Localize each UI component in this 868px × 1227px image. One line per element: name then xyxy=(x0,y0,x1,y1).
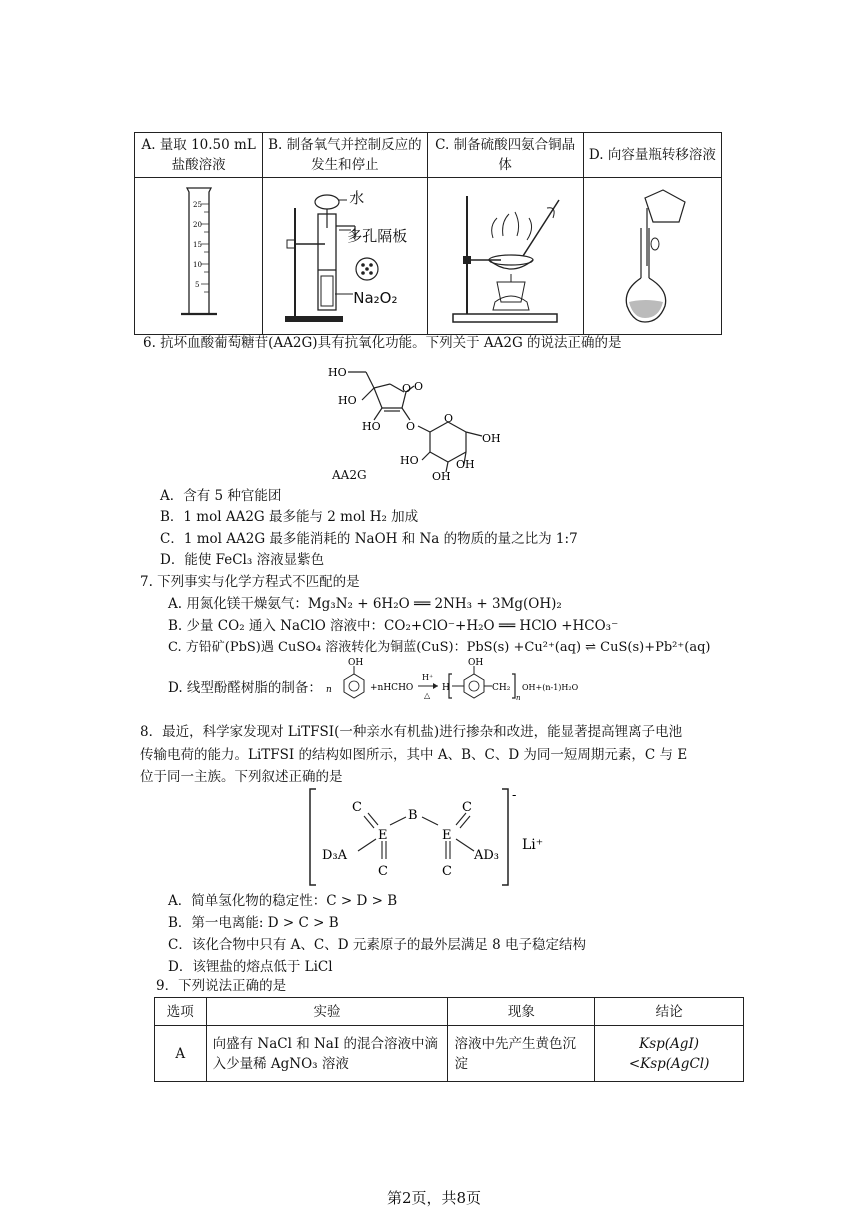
eq-n-sub: n xyxy=(516,694,521,702)
litfsi-e-2: E xyxy=(442,828,452,843)
q7-option-d: D. 线型酚醛树脂的制备： xyxy=(168,680,322,696)
label-na2o2: Na₂O₂ xyxy=(353,289,398,307)
litfsi-c-2: C xyxy=(462,800,472,815)
evaporation-setup-icon xyxy=(431,178,579,328)
q8-option-b: B．第一电离能: D > C > B xyxy=(168,915,339,931)
q9-header-conclusion: 结论 xyxy=(595,998,744,1026)
phenol-resin-equation xyxy=(326,656,616,706)
q6-option-c: C．1 mol AA2G 最多能消耗的 NaOH 和 Na 的物质的量之比为 1:7 xyxy=(160,531,578,547)
aa2g-ho-1: HO xyxy=(328,366,347,379)
graduated-cylinder-icon xyxy=(139,178,259,328)
eq-cond-bottom: △ xyxy=(424,691,431,700)
tick-label-15: 15 xyxy=(192,241,202,249)
q5-image-c xyxy=(427,178,583,335)
q9-header-phenomenon: 现象 xyxy=(448,998,595,1026)
litfsi-d3a: D₃A xyxy=(322,848,348,863)
litfsi-ad3: AD₃ xyxy=(474,848,500,863)
q6-option-d: D．能使 FeCl₃ 溶液显紫色 xyxy=(160,552,325,568)
tick-label-20: 20 xyxy=(192,221,202,229)
tick-label-10: 10 xyxy=(192,261,202,269)
aa2g-label: AA2G xyxy=(332,468,367,482)
aa2g-ho-4: HO xyxy=(400,454,419,467)
q5-image-d xyxy=(583,178,721,335)
page-footer: 第2页，共8页 xyxy=(386,1189,482,1207)
litfsi-b: B xyxy=(408,808,418,823)
q9-header-option: 选项 xyxy=(155,998,207,1026)
q9-row-conclusion: Ksp(AgI)<Ksp(AgCl) xyxy=(595,1026,744,1082)
q6-option-a: A．含有 5 种官能团 xyxy=(160,488,282,504)
eq-reagent: +nHCHO xyxy=(370,683,414,693)
litfsi-structure xyxy=(306,785,566,890)
aa2g-carbonyl-o: O xyxy=(414,380,424,393)
q6-option-b: B．1 mol AA2G 最多能与 2 mol H₂ 加成 xyxy=(160,509,419,525)
oxygen-generator-icon xyxy=(267,178,423,328)
q7-option-a: A. 用氮化镁干燥氨气：Mg₃N₂ + 6H₂O ══ 2NH₃ + 3Mg(OH)₂ xyxy=(168,596,562,612)
q9-stem: 9．下列说法正确的是 xyxy=(156,978,287,994)
litfsi-c-4: C xyxy=(442,864,452,879)
eq-oh-left: OH xyxy=(348,658,364,668)
q5-header-c: C. 制备硫酸四氨合铜晶体 xyxy=(427,133,583,178)
q8-stem-line-2: 传输电荷的能力。LiTFSI 的结构如图所示，其中 A、B、C、D 为同一短周期元素，C 与 E xyxy=(140,747,688,763)
eq-h-prefix: H xyxy=(442,683,450,693)
aa2g-oh-1: OH xyxy=(482,432,501,445)
q7-stem: 7. 下列事实与化学方程式不匹配的是 xyxy=(140,574,360,590)
q9-header-experiment: 实验 xyxy=(206,998,448,1026)
litfsi-c-1: C xyxy=(352,800,362,815)
eq-tail: OH+(n-1)H₂O xyxy=(522,683,579,692)
label-water: 水 xyxy=(349,189,365,207)
aa2g-ho-3: HO xyxy=(362,420,381,433)
q9-row-experiment: 向盛有 NaCl 和 NaI 的混合溶液中滴入少量稀 AgNO₃ 溶液 xyxy=(206,1026,448,1082)
eq-oh-right: OH xyxy=(468,658,484,668)
eq-n-left: n xyxy=(326,685,332,695)
q8-option-a: A．简单氢化物的稳定性：C > D > B xyxy=(168,893,398,909)
q8-stem-line-3: 位于同一主族。下列叙述正确的是 xyxy=(140,769,343,785)
aa2g-ether-o: O xyxy=(406,420,416,433)
table-row xyxy=(155,1026,744,1082)
q5-header-a: A. 量取 10.50 mL 盐酸溶液 xyxy=(135,133,263,178)
aa2g-ring-o: O xyxy=(402,382,412,395)
label-porous-plate: 多孔隔板 xyxy=(347,227,408,245)
q5-header-d: D. 向容量瓶转移溶液 xyxy=(583,133,721,178)
aa2g-oh-3: OH xyxy=(432,470,451,483)
q7-option-b: B. 少量 CO₂ 通入 NaClO 溶液中：CO₂+ClO⁻+H₂O ══ HClO +HCO₃⁻ xyxy=(168,618,619,634)
litfsi-li-cation: Li⁺ xyxy=(522,837,544,853)
litfsi-c-3: C xyxy=(378,864,388,879)
q6-stem: 6. 抗坏血酸葡萄糖苷(AA2G)具有抗氧化功能。下列关于 AA2G 的说法正确的是 xyxy=(143,335,622,351)
q5-image-a xyxy=(135,178,263,335)
q5-header-b: B. 制备氧气并控制反应的发生和停止 xyxy=(263,133,427,178)
eq-ch2: CH₂ xyxy=(492,683,511,693)
q9-row-phenomenon: 溶液中先产生黄色沉淀 xyxy=(448,1026,595,1082)
q5-apparatus-table xyxy=(134,132,722,335)
q8-option-d: D．该锂盐的熔点低于 LiCl xyxy=(168,959,333,975)
volumetric-flask-icon xyxy=(587,178,717,328)
q9-table xyxy=(154,997,744,1082)
q8-option-c: C．该化合物中只有 A、C、D 元素原子的最外层满足 8 电子稳定结构 xyxy=(168,937,586,953)
litfsi-e-1: E xyxy=(378,828,388,843)
tick-label-5: 5 xyxy=(194,281,200,289)
q8-stem-line-1: 8．最近，科学家发现对 LiTFSI(一种亲水有机盐)进行掺杂和改进，能显著提高锂离子电池 xyxy=(140,724,683,740)
aa2g-oh-2: OH xyxy=(456,458,475,471)
q5-image-b xyxy=(263,178,427,335)
aa2g-ho-2: HO xyxy=(338,394,357,407)
q7-option-c: C. 方铅矿(PbS)遇 CuSO₄ 溶液转化为铜蓝(CuS)：PbS(s) +Cu²⁺(aq) ⇌ CuS(s)+Pb²⁺(aq) xyxy=(168,640,711,655)
tick-label-25: 25 xyxy=(192,201,202,209)
eq-cond-top: H⁺ xyxy=(422,673,434,682)
q9-row-option: A xyxy=(155,1026,207,1082)
litfsi-charge: - xyxy=(512,788,517,803)
aa2g-sugar-o: O xyxy=(444,412,454,425)
